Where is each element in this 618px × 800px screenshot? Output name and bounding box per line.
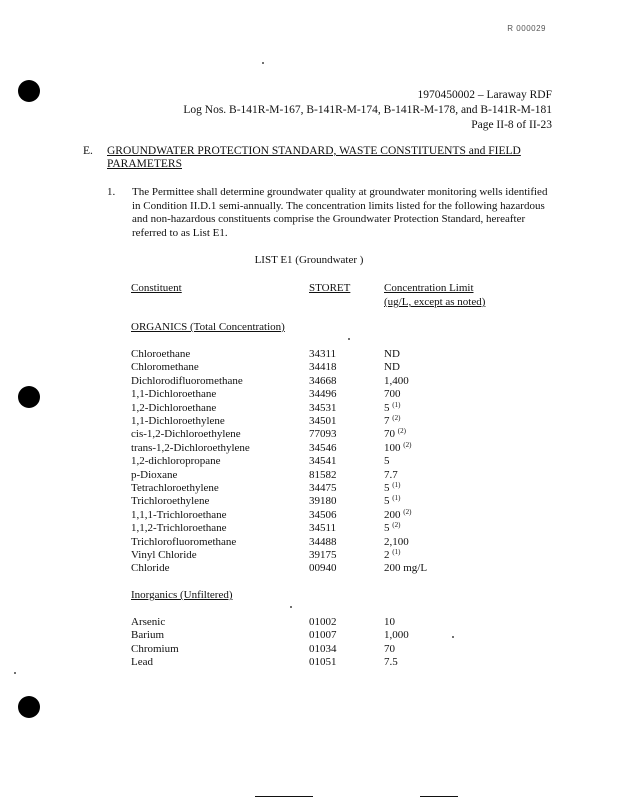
table-row bbox=[0, 402, 618, 415]
footnote-marker: (2) bbox=[392, 521, 401, 530]
footnote-marker: (1) bbox=[392, 400, 401, 409]
table-row bbox=[0, 616, 618, 629]
footnote-marker: (1) bbox=[392, 548, 401, 556]
footnote-marker: (2) bbox=[392, 414, 401, 422]
section-title-and: and bbox=[465, 145, 489, 157]
limit-value: 100 bbox=[384, 441, 401, 454]
concentration-limit bbox=[384, 361, 400, 373]
header-page-number: Page II-8 of II-23 bbox=[471, 119, 552, 131]
concentration-limit bbox=[384, 402, 400, 414]
constituent-name: Chloroethane bbox=[131, 348, 191, 360]
table-row bbox=[0, 536, 618, 549]
constituent-name: 1,1,1-Trichloroethane bbox=[131, 508, 227, 521]
section-title bbox=[107, 145, 552, 171]
limit-value: 5 bbox=[384, 401, 390, 414]
table-row bbox=[0, 522, 618, 535]
section-title-rest: FIELD PARAMETERS bbox=[107, 145, 521, 170]
storet-code: 39180 bbox=[309, 495, 337, 508]
storet-code: 01034 bbox=[309, 642, 337, 655]
constituent-name: p-Dioxane bbox=[131, 468, 178, 481]
limit-value: 7.7 bbox=[384, 468, 398, 481]
storet-code: 01051 bbox=[309, 656, 337, 669]
concentration-limit bbox=[384, 549, 400, 561]
storet-code: 34475 bbox=[309, 482, 337, 494]
storet-code: 01002 bbox=[309, 616, 337, 628]
limit-value: 200 mg/L bbox=[384, 562, 428, 575]
limit-value: ND bbox=[384, 361, 400, 374]
limit-value: ND bbox=[384, 348, 400, 360]
limit-value: 5 bbox=[384, 522, 390, 535]
limit-value: 10 bbox=[384, 616, 395, 628]
constituent-name: 1,2-Dichloroethane bbox=[131, 401, 217, 414]
table-row bbox=[0, 469, 618, 482]
concentration-limit bbox=[384, 455, 390, 467]
table-row bbox=[0, 656, 618, 669]
concentration-limit bbox=[384, 415, 400, 427]
storet-code: 34668 bbox=[309, 374, 337, 387]
footnote-marker: (2) bbox=[403, 440, 412, 449]
storet-code: 34418 bbox=[309, 361, 337, 374]
scan-speck bbox=[348, 338, 350, 340]
storet-code: 34496 bbox=[309, 388, 337, 401]
scan-speck bbox=[14, 672, 16, 674]
scan-speck bbox=[290, 606, 292, 608]
footnote-marker: (2) bbox=[397, 427, 406, 436]
constituent-name: Vinyl Chloride bbox=[131, 549, 197, 561]
concentration-limit bbox=[384, 442, 411, 454]
limit-value: 5 bbox=[384, 495, 390, 508]
storet-code: 34501 bbox=[309, 415, 337, 427]
storet-code: 39175 bbox=[309, 549, 337, 561]
concentration-limit bbox=[384, 428, 406, 440]
constituent-name: Trichloroethylene bbox=[131, 495, 210, 508]
item-number: 1. bbox=[107, 186, 116, 198]
constituent-name: Tetrachloroethylene bbox=[131, 482, 219, 494]
list-title: LIST E1 (Groundwater ) bbox=[254, 254, 364, 266]
table-row bbox=[0, 495, 618, 508]
concentration-limit bbox=[384, 495, 400, 507]
limit-value: 7 bbox=[384, 415, 390, 427]
concentration-limit bbox=[384, 375, 409, 387]
limit-value: 7.5 bbox=[384, 656, 398, 669]
concentration-limit bbox=[384, 616, 395, 628]
storet-code: 34311 bbox=[309, 348, 337, 360]
limit-value: 1,000 bbox=[384, 629, 409, 642]
bates-stamp: R 000029 bbox=[507, 24, 546, 33]
table-row bbox=[0, 428, 618, 441]
limit-value: 5 bbox=[384, 455, 390, 468]
concentration-limit bbox=[384, 536, 409, 548]
column-header-limit: Concentration Limit bbox=[384, 282, 474, 294]
table-row bbox=[0, 375, 618, 388]
constituent-name: 1,2-dichloropropane bbox=[131, 455, 221, 468]
section-letter: E. bbox=[83, 145, 93, 157]
table-row bbox=[0, 348, 618, 361]
concentration-limit bbox=[384, 656, 398, 668]
constituent-name: 1,1-Dichloroethane bbox=[131, 388, 217, 401]
constituent-name: Arsenic bbox=[131, 616, 166, 628]
concentration-limit bbox=[384, 522, 400, 534]
inorganics-heading: Inorganics (Unfiltered) bbox=[131, 589, 233, 601]
column-header-limit-units: (ug/L, except as noted) bbox=[384, 296, 486, 308]
storet-code: 34541 bbox=[309, 455, 337, 468]
storet-code: 01007 bbox=[309, 629, 337, 642]
footer-rule-left bbox=[255, 796, 313, 797]
concentration-limit bbox=[384, 348, 400, 360]
table-row bbox=[0, 562, 618, 575]
concentration-limit bbox=[384, 482, 400, 494]
table-row bbox=[0, 361, 618, 374]
constituent-name: Chloromethane bbox=[131, 361, 199, 374]
footnote-marker: (2) bbox=[403, 507, 412, 516]
table-row bbox=[0, 549, 618, 562]
limit-value: 70 bbox=[384, 428, 395, 441]
footer-rule-right bbox=[420, 796, 458, 797]
concentration-limit bbox=[384, 509, 411, 521]
table-row bbox=[0, 643, 618, 656]
storet-code: 34546 bbox=[309, 441, 337, 454]
table-row bbox=[0, 388, 618, 401]
limit-value: 1,400 bbox=[384, 374, 409, 387]
limit-value: 70 bbox=[384, 642, 395, 655]
table-row bbox=[0, 629, 618, 642]
concentration-limit bbox=[384, 643, 395, 655]
punch-hole-top bbox=[18, 80, 40, 102]
constituent-name: Chromium bbox=[131, 642, 179, 655]
storet-code: 34488 bbox=[309, 535, 337, 548]
table-row bbox=[0, 415, 618, 428]
item-paragraph: The Permittee shall determine groundwater quality at groundwater monitoring wells identified in Condition II.D.1 semi-annually. The concentration limits listed for the following hazardous and non-hazardous constituents comprise the Groundwater Protection Standard, hereafter referred to as List E1. bbox=[132, 186, 548, 239]
column-header-constituent: Constituent bbox=[131, 282, 182, 294]
scan-speck bbox=[262, 62, 264, 64]
table-row bbox=[0, 442, 618, 455]
limit-value: 200 bbox=[384, 508, 401, 521]
table-row bbox=[0, 455, 618, 468]
footnote-marker: (1) bbox=[392, 494, 401, 503]
storet-code: 77093 bbox=[309, 428, 337, 441]
constituent-name: Barium bbox=[131, 629, 164, 642]
concentration-limit bbox=[384, 469, 398, 481]
punch-hole-bottom bbox=[18, 696, 40, 718]
concentration-limit bbox=[384, 629, 409, 641]
constituent-name: 1,1,2-Trichloroethane bbox=[131, 522, 227, 535]
table-row bbox=[0, 482, 618, 495]
header-log-numbers: Log Nos. B-141R-M-167, B-141R-M-174, B-141R-M-178, and B-141R-M-181 bbox=[183, 104, 552, 116]
storet-code: 00940 bbox=[309, 562, 337, 575]
storet-code: 81582 bbox=[309, 468, 337, 481]
column-header-storet: STORET bbox=[309, 282, 351, 294]
header-permit-number: 1970450002 – Laraway RDF bbox=[417, 89, 552, 101]
constituent-name: Trichlorofluoromethane bbox=[131, 535, 237, 548]
storet-code: 34506 bbox=[309, 508, 337, 521]
limit-value: 700 bbox=[384, 388, 401, 401]
concentration-limit bbox=[384, 388, 401, 400]
constituent-name: Lead bbox=[131, 656, 153, 669]
concentration-limit bbox=[384, 562, 427, 574]
storet-code: 34511 bbox=[309, 522, 337, 535]
constituent-name: Dichlorodifluoromethane bbox=[131, 374, 243, 387]
limit-value: 2 bbox=[384, 549, 390, 561]
constituent-name: cis-1,2-Dichloroethylene bbox=[131, 428, 241, 441]
limit-value: 2,100 bbox=[384, 535, 409, 548]
constituent-name: trans-1,2-Dichloroethylene bbox=[131, 441, 250, 454]
footnote-marker: (1) bbox=[392, 481, 401, 489]
table-row bbox=[0, 509, 618, 522]
constituent-name: 1,1-Dichloroethylene bbox=[131, 415, 225, 427]
constituent-name: Chloride bbox=[131, 562, 170, 575]
section-title-main: GROUNDWATER PROTECTION STANDARD, WASTE CONSTITUENTS bbox=[107, 145, 466, 157]
limit-value: 5 bbox=[384, 482, 390, 494]
organics-heading: ORGANICS (Total Concentration) bbox=[131, 321, 285, 333]
storet-code: 34531 bbox=[309, 401, 337, 414]
